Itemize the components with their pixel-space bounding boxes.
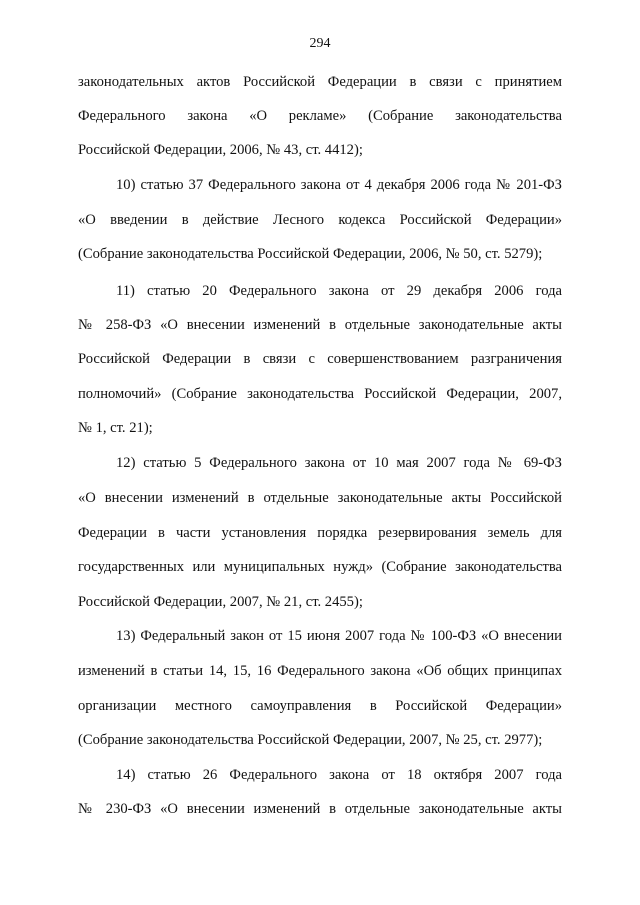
text-line: (Собрание законодательства Российской Федерации, 2007, № 25, ст. 2977); bbox=[78, 732, 543, 748]
text-line: № 258-ФЗ «О внесении изменений в отдельные законодательные акты bbox=[78, 317, 562, 333]
text-line: (Собрание законодательства Российской Федерации, 2006, № 50, ст. 5279); bbox=[78, 246, 543, 262]
text-line: № 1, ст. 21); bbox=[78, 420, 153, 436]
text-line: 12) статью 5 Федерального закона от 10 мая 2007 года № 69-ФЗ bbox=[116, 455, 562, 471]
text-line: организации местного самоуправления в Российской Федерации» bbox=[78, 698, 562, 714]
text-line: Российской Федерации, 2006, № 43, ст. 4412); bbox=[78, 142, 363, 158]
text-line: полномочий» (Собрание законодательства Российской Федерации, 2007, bbox=[78, 386, 562, 402]
text-line: Федерации в части установления порядка резервирования земель для bbox=[78, 525, 562, 541]
text-line: 11) статью 20 Федерального закона от 29 декабря 2006 года bbox=[116, 283, 562, 299]
text-line: «О внесении изменений в отдельные законодательные акты Российской bbox=[78, 490, 562, 506]
text-line: «О введении в действие Лесного кодекса Российской Федерации» bbox=[78, 212, 562, 228]
text-line: государственных или муниципальных нужд» (Собрание законодательства bbox=[78, 559, 562, 575]
text-line: изменений в статьи 14, 15, 16 Федерального закона «Об общих принципах bbox=[78, 663, 562, 679]
text-line: № 230-ФЗ «О внесении изменений в отдельные законодательные акты bbox=[78, 801, 562, 817]
text-line: 13) Федеральный закон от 15 июня 2007 года № 100-ФЗ «О внесении bbox=[116, 628, 562, 644]
text-line: 14) статью 26 Федерального закона от 18 октября 2007 года bbox=[116, 767, 562, 783]
text-line: Российской Федерации, 2007, № 21, ст. 2455); bbox=[78, 594, 363, 610]
text-line: Российской Федерации в связи с совершенствованием разграничения bbox=[78, 351, 562, 367]
page-number: 294 bbox=[309, 36, 331, 51]
text-line: 10) статью 37 Федерального закона от 4 декабря 2006 года № 201-ФЗ bbox=[116, 177, 562, 193]
text-line: законодательных актов Российской Федерации в связи с принятием bbox=[78, 74, 562, 90]
text-line: Федерального закона «О рекламе» (Собрание законодательства bbox=[78, 108, 562, 124]
